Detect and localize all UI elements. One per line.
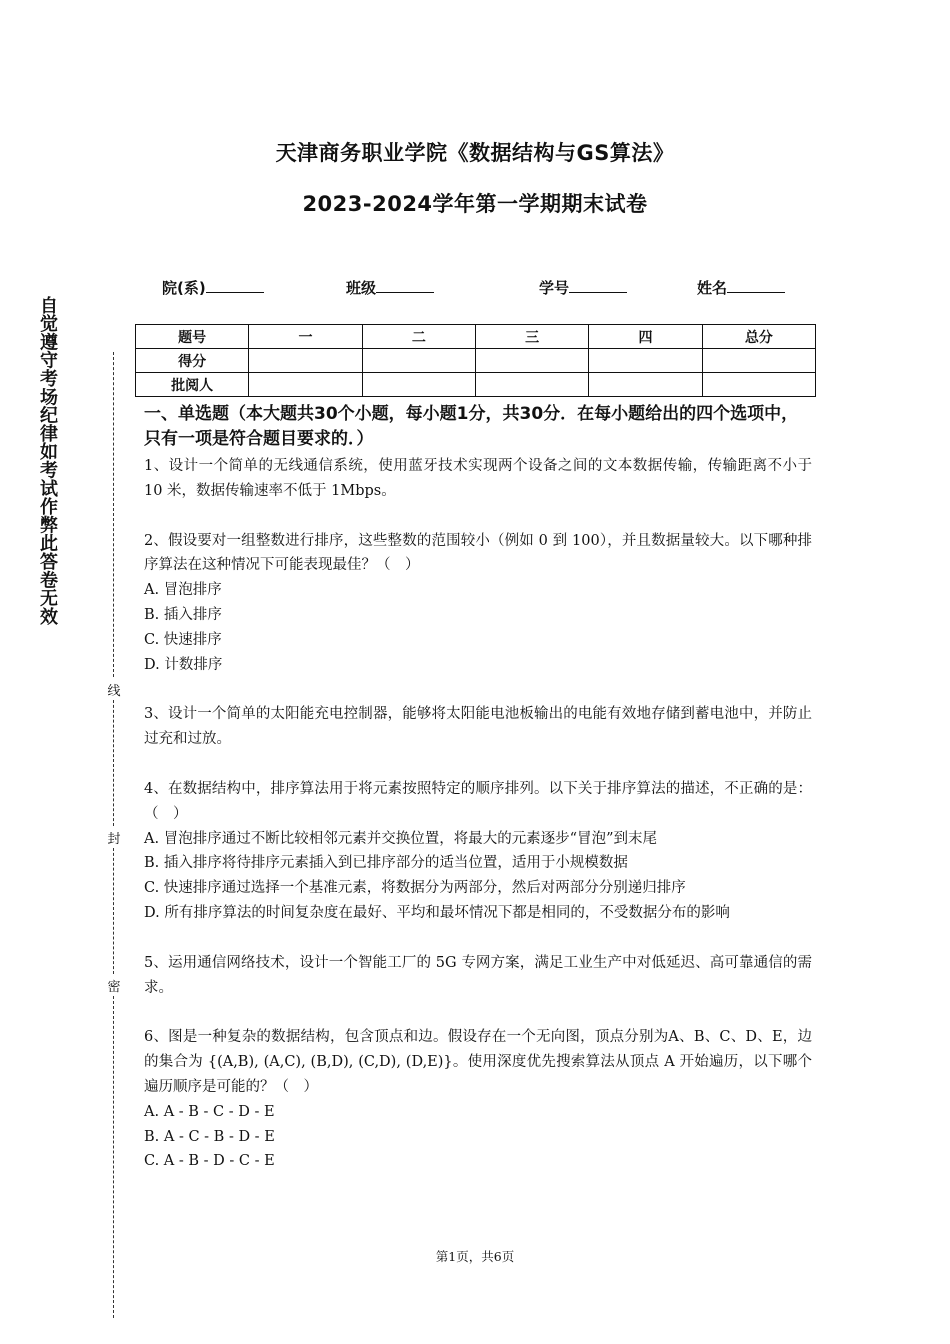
exam-title-line1: 天津商务职业学院《数据结构与GS算法》 <box>275 141 675 165</box>
score-row-label: 批阅人 <box>136 373 249 397</box>
score-cell[interactable] <box>475 373 588 397</box>
page-number: 第1页，共6页 <box>435 1249 515 1264</box>
section-heading: 一、单选题（本大题共30个小题，每小题1分，共30分．在每小题给出的四个选项中，只有一项是符合题目要求的．） <box>144 404 799 449</box>
answer-option[interactable]: A. A - B - C - D - E <box>144 1103 275 1120</box>
question-stem: 5、运用通信网络技术，设计一个智能工厂的 5G 专网方案，满足工业生产中对低延迟、高可靠通信的需求。 <box>144 954 812 996</box>
answer-option[interactable]: A. 冒泡排序 <box>144 582 222 599</box>
score-header-cell: 三 <box>475 325 588 349</box>
answer-option[interactable]: D. 计数排序 <box>144 656 223 673</box>
binding-dashed-line <box>113 700 114 826</box>
score-cell[interactable] <box>589 373 702 397</box>
score-cell[interactable] <box>702 373 815 397</box>
answer-option[interactable]: D. 所有排序算法的时间复杂度在最好、平均和最坏情况下都是相同的，不受数据分布的影响 <box>144 904 730 921</box>
score-cell[interactable] <box>249 349 362 373</box>
question-stem: 3、设计一个简单的太阳能充电控制器，能够将太阳能电池板输出的电能有效地存储到蓄电池中，并防止过充和过放。 <box>144 706 812 748</box>
score-cell[interactable] <box>362 373 475 397</box>
dept-blank[interactable] <box>206 276 264 293</box>
answer-option[interactable]: B. 插入排序 <box>144 606 222 623</box>
score-table-header <box>136 325 816 349</box>
binding-mark-seal: 封 <box>106 828 122 847</box>
binding-dashed-line <box>113 848 114 974</box>
name-field <box>697 276 785 298</box>
binding-dashed-line <box>113 996 114 1318</box>
exam-title-line2: 2023-2024学年第一学期期末试卷 <box>302 192 648 216</box>
name-blank[interactable] <box>727 276 785 293</box>
answer-option[interactable]: A. 冒泡排序通过不断比较相邻元素并交换位置，将最大的元素逐步“冒泡”到末尾 <box>144 830 658 847</box>
score-table <box>135 324 816 397</box>
class-field <box>346 276 434 298</box>
answer-option[interactable]: C. 快速排序通过选择一个基准元素，将数据分为两部分，然后对两部分分别递归排序 <box>144 880 686 897</box>
score-header-cell: 题号 <box>136 325 249 349</box>
class-label: 班级 <box>346 279 377 297</box>
dept-field <box>162 276 264 298</box>
binding-dashed-line <box>113 352 114 677</box>
student-id-blank[interactable] <box>569 276 627 293</box>
score-cell[interactable] <box>249 373 362 397</box>
answer-option[interactable]: C. A - B - D - C - E <box>144 1153 275 1170</box>
score-table-row <box>136 373 816 397</box>
question-stem: 1、设计一个简单的无线通信系统，使用蓝牙技术实现两个设备之间的文本数据传输，传输距离不小于 10 米，数据传输速率不低于 1Mbps。 <box>144 458 812 499</box>
answer-option[interactable]: B. A - C - B - D - E <box>144 1128 275 1145</box>
score-header-cell: 四 <box>589 325 702 349</box>
score-header-cell: 总分 <box>702 325 815 349</box>
score-header-cell: 一 <box>249 325 362 349</box>
answer-option[interactable]: C. 快速排序 <box>144 631 222 648</box>
score-row-label: 得分 <box>136 349 249 373</box>
question-stem: 4、在数据结构中，排序算法用于将元素按照特定的顺序排列。以下关于排序算法的描述，不正确的是：（ ） <box>144 780 812 822</box>
name-label: 姓名 <box>697 279 728 297</box>
question-stem: 6、图是一种复杂的数据结构，包含顶点和边。假设存在一个无向图，顶点分别为A、B、C、D、E，边的集合为 {(A,B), (A,C), (B,D), (C,D), (D,E)}。使用深度优先搜索算法从顶点 A 开始遍历，以下哪个遍历顺序是可能的？（ ） <box>144 1029 812 1095</box>
question-stem: 2、假设要对一组整数进行排序，这些整数的范围较小（例如 0 到 100），并且数据量较大。以下哪种排序算法在这种情况下可能表现最佳？（ ） <box>144 532 812 574</box>
class-blank[interactable] <box>376 276 434 293</box>
exam-body <box>144 402 812 1174</box>
score-cell[interactable] <box>589 349 702 373</box>
dept-label: 院(系) <box>162 279 206 297</box>
binding-mark-line: 线 <box>106 680 122 699</box>
student-id-label: 学号 <box>539 279 570 297</box>
binding-mark-close: 密 <box>106 976 122 995</box>
student-id-field <box>539 276 627 298</box>
score-cell[interactable] <box>362 349 475 373</box>
exam-discipline-notice: 自觉遵守考场纪律如考试作弊此答卷无效 <box>37 296 58 626</box>
answer-option[interactable]: B. 插入排序将待排序元素插入到已排序部分的适当位置，适用于小规模数据 <box>144 855 628 872</box>
score-table-row <box>136 349 816 373</box>
score-cell[interactable] <box>475 349 588 373</box>
score-header-cell: 二 <box>362 325 475 349</box>
score-cell[interactable] <box>702 349 815 373</box>
